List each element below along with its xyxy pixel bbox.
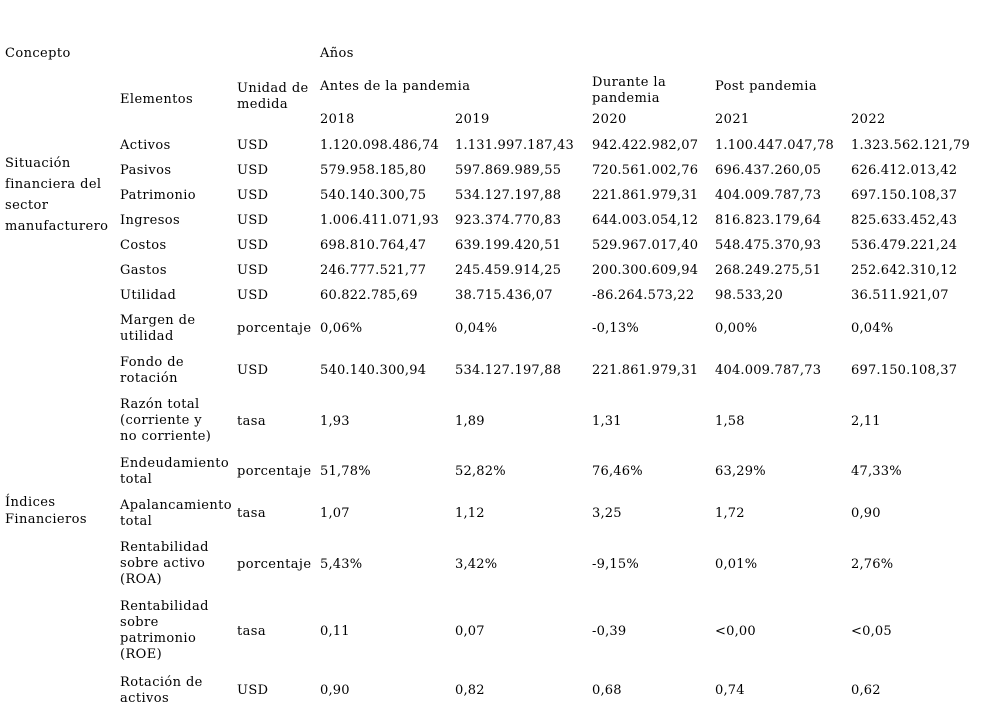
value-cell: 63,29% [715,464,766,479]
year-header-2019: 2019 [455,112,490,127]
year-header-2020: 2020 [592,112,627,127]
value-cell: 268.249.275,51 [715,263,822,278]
unit-cell: USD [237,188,269,203]
value-cell: 2,11 [851,414,881,429]
value-cell: 0,82 [455,683,485,698]
value-cell: 534.127.197,88 [455,188,562,203]
value-cell: 0,68 [592,683,622,698]
value-cell: 534.127.197,88 [455,363,562,378]
header-concepto: Concepto [5,46,71,61]
row-label-roe: Rentabilidad sobre patrimonio (ROE) [120,599,209,662]
value-cell: 720.561.002,76 [592,163,699,178]
value-cell: 0,90 [851,506,881,521]
value-cell: 252.642.310,12 [851,263,958,278]
header-unidad-de-medida: Unidad de medida [237,81,309,112]
row-label-costos: Costos [120,238,167,253]
unit-cell: tasa [237,624,266,639]
row-label-roa: Rentabilidad sobre activo (ROA) [120,540,209,587]
value-cell: 1,07 [320,506,350,521]
value-cell: -9,15% [592,557,639,572]
value-cell: 697.150.108,37 [851,188,958,203]
row-label-apalancamiento-total: Apalancamiento total [120,498,232,529]
value-cell: 1.131.997.187,43 [455,138,574,153]
value-cell: 1.323.562.121,79 [851,138,970,153]
value-cell: 221.861.979,31 [592,363,699,378]
value-cell: 47,33% [851,464,902,479]
value-cell: 0,07 [455,624,485,639]
value-cell: 1,89 [455,414,485,429]
value-cell: 5,43% [320,557,363,572]
unit-cell: USD [237,238,269,253]
unit-cell: porcentaje [237,321,312,336]
value-cell: -86.264.573,22 [592,288,695,303]
value-cell: 1,12 [455,506,485,521]
value-cell: 0,01% [715,557,758,572]
unit-cell: porcentaje [237,557,312,572]
value-cell: 221.861.979,31 [592,188,699,203]
unit-cell: USD [237,683,269,698]
value-cell: 644.003.054,12 [592,213,699,228]
row-label-razon-total: Razón total (corriente y no corriente) [120,397,212,444]
period-antes-pandemia: Antes de la pandemia [320,79,471,94]
value-cell: 1,58 [715,414,745,429]
value-cell: 1.100.447.047,78 [715,138,834,153]
year-header-2022: 2022 [851,112,886,127]
value-cell: 696.437.260,05 [715,163,822,178]
value-cell: 3,25 [592,506,622,521]
header-elementos: Elementos [120,92,194,107]
unit-cell: USD [237,363,269,378]
year-header-2021: 2021 [715,112,750,127]
value-cell: 0,74 [715,683,745,698]
unit-cell: tasa [237,506,266,521]
value-cell: 597.869.989,55 [455,163,562,178]
value-cell: 0,90 [320,683,350,698]
value-cell: 548.475.370,93 [715,238,822,253]
value-cell: 1,31 [592,414,622,429]
value-cell: 52,82% [455,464,506,479]
value-cell: 51,78% [320,464,371,479]
row-label-rotacion-activos: Rotación de activos [120,675,203,706]
value-cell: 1,72 [715,506,745,521]
value-cell: 540.140.300,94 [320,363,427,378]
value-cell: 529.967.017,40 [592,238,699,253]
value-cell: 0,06% [320,321,363,336]
unit-cell: USD [237,163,269,178]
value-cell: -0,13% [592,321,639,336]
unit-cell: tasa [237,414,266,429]
row-label-ingresos: Ingresos [120,213,181,228]
unit-cell: USD [237,263,269,278]
value-cell: 579.958.185,80 [320,163,427,178]
value-cell: 200.300.609,94 [592,263,699,278]
value-cell: 1.120.098.486,74 [320,138,439,153]
value-cell: 245.459.914,25 [455,263,562,278]
value-cell: 540.140.300,75 [320,188,427,203]
value-cell: 698.810.764,47 [320,238,427,253]
value-cell: 923.374.770,83 [455,213,562,228]
period-durante-pandemia: Durante la pandemia [592,75,667,106]
unit-cell: USD [237,138,269,153]
value-cell: 0,00% [715,321,758,336]
value-cell: 1.006.411.071,93 [320,213,439,228]
period-post-pandemia: Post pandemia [715,79,817,94]
value-cell: 98.533,20 [715,288,783,303]
value-cell: 697.150.108,37 [851,363,958,378]
value-cell: 825.633.452,43 [851,213,958,228]
value-cell: <0,05 [851,624,892,639]
value-cell: 1,93 [320,414,350,429]
value-cell: 246.777.521,77 [320,263,427,278]
group-label-indices-financieros: Índices Financieros [5,495,87,527]
row-label-activos: Activos [120,138,171,153]
value-cell: 3,42% [455,557,498,572]
header-anios: Años [320,46,354,61]
value-cell: 0,04% [851,321,894,336]
value-cell: 816.823.179,64 [715,213,822,228]
value-cell: 942.422.982,07 [592,138,699,153]
year-header-2018: 2018 [320,112,355,127]
unit-cell: USD [237,288,269,303]
value-cell: 36.511.921,07 [851,288,949,303]
group-label-situacion-financiera: Situación financiera del sector manufacturero [5,156,109,234]
value-cell: <0,00 [715,624,756,639]
value-cell: 404.009.787,73 [715,188,822,203]
value-cell: 626.412.013,42 [851,163,958,178]
value-cell: 0,62 [851,683,881,698]
value-cell: 76,46% [592,464,643,479]
row-label-gastos: Gastos [120,263,167,278]
value-cell: 60.822.785,69 [320,288,418,303]
row-label-utilidad: Utilidad [120,288,177,303]
row-label-fondo-rotacion: Fondo de rotación [120,355,185,386]
value-cell: 0,11 [320,624,350,639]
unit-cell: porcentaje [237,464,312,479]
value-cell: 536.479.221,24 [851,238,958,253]
row-label-endeudamiento-total: Endeudamiento total [120,456,230,487]
value-cell: 0,04% [455,321,498,336]
unit-cell: USD [237,213,269,228]
row-label-pasivos: Pasivos [120,163,172,178]
row-label-margen-utilidad: Margen de utilidad [120,313,196,344]
row-label-patrimonio: Patrimonio [120,188,197,203]
value-cell: 38.715.436,07 [455,288,553,303]
value-cell: 639.199.420,51 [455,238,562,253]
value-cell: -0,39 [592,624,627,639]
value-cell: 2,76% [851,557,894,572]
value-cell: 404.009.787,73 [715,363,822,378]
